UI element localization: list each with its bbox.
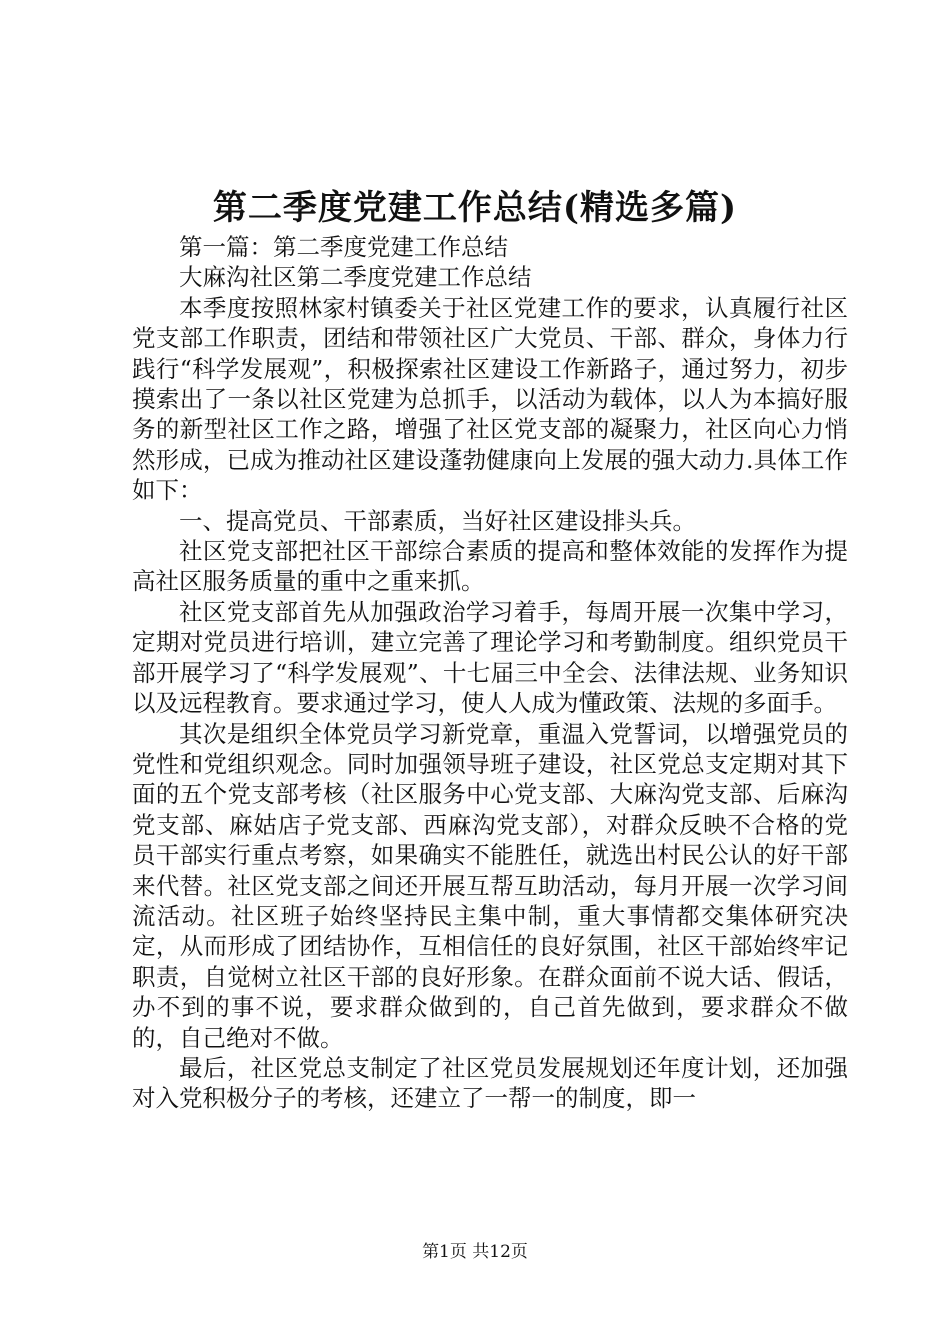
document-body — [132, 232, 848, 1114]
document-title: 第二季度党建工作总结(精选多篇) — [212, 188, 738, 228]
paragraph-point-one: 一、提高党员、干部素质，当好社区建设排头兵。 — [179, 506, 696, 535]
paragraph-body: 最后，社区党总支制定了社区党员发展规划还年度计划，还加强对入党积极分子的考核，还建立了一帮一的制度，即一 — [132, 1053, 848, 1113]
paragraph-body: 社区党支部把社区干部综合素质的提高和整体效能的发挥作为提高社区服务质量的重中之重来抓。 — [132, 537, 848, 596]
paragraph-section-heading: 第一篇：第二季度党建工作总结 — [179, 233, 508, 261]
paragraph-intro: 本季度按照林家村镇委关于社区党建工作的要求，认真履行社区党支部工作职责，团结和带领社区广大党员、干部、群众，身体力行践行“科学发展观”，积极探索社区建设工作新路子，通过努力，初步摸索出了一条以社区党建为总抓手，以活动为载体，以人为本搞好服务的新型社区工作之路，增强了社区党支部的凝聚力，社区向心力悄然形成，已成为推动社区建设蓬勃健康向上发展的强大动力.具体工作如下： — [132, 293, 848, 505]
paragraph-body: 社区党支部首先从加强政治学习着手，每周开展一次集中学习，定期对党员进行培训，建立完善了理论学习和考勤制度。组织党员干部开展学习了“科学发展观”、十七届三中全会、法律法规、业务知识以及远程教育。要求通过学习，使人人成为懂政策、法规的多面手。 — [132, 597, 848, 718]
paragraph-body: 其次是组织全体党员学习新党章，重温入党誓词，以增强党员的党性和党组织观念。同时加强领导班子建设，社区党总支定期对其下面的五个党支部考核（社区服务中心党支部、大麻沟党支部、后麻沟党支部、麻姑店子党支部、西麻沟党支部），对群众反映不合格的党员干部实行重点考察，如果确实不能胜任，就选出村民公认的好干部来代替。社区党支部之间还开展互帮互助活动，每月开展一次学习间流活动。社区班子始终坚持民主集中制，重大事情都交集体研究决定，从而形成了团结协作，互相信任的良好氛围，社区干部始终牢记职责，自觉树立社区干部的良好形象。在群众面前不说大话、假话，办不到的事不说，要求群众做到的，自己首先做到，要求群众不做的，自己绝对不做。 — [132, 719, 848, 1052]
paragraph-subtitle: 大麻沟社区第二季度党建工作总结 — [179, 263, 532, 292]
page-number-footer: 第1页 共12页 — [422, 1242, 528, 1262]
